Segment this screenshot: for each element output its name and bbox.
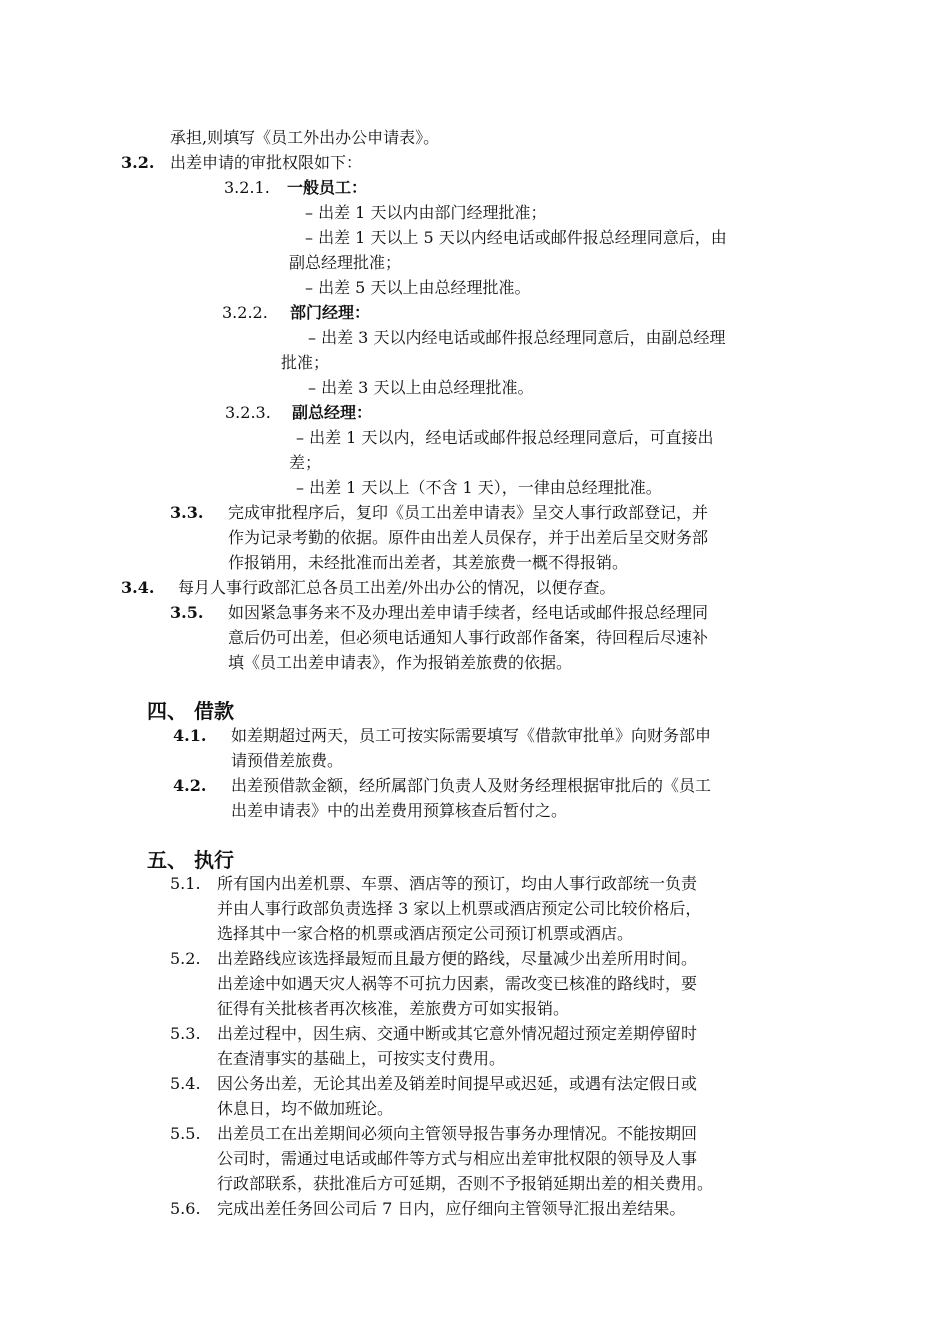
paragraph-line: 出差申请表》中的出差费用预算核查后暂付之。 [231,801,568,820]
paragraph-line: 在查清事实的基础上，可按实支付费用。 [217,1049,506,1068]
paragraph-line: 因公务出差，无论其出差及销差时间提早或迟延，或遇有法定假日或 [217,1074,698,1093]
subitem-title: 副总经理： [292,403,373,422]
paragraph-line: 休息日，均不做加班论。 [217,1099,394,1118]
paragraph-line: 承担,则填写《员工外出办公申请表》。 [170,128,440,147]
paragraph-line: 所有国内出差机票、车票、酒店等的预订，均由人事行政部统一负责 [217,874,698,893]
paragraph-line: 并由人事行政部负责选择 3 家以上机票或酒店预定公司比较价格后， [217,899,702,918]
paragraph-line: – 出差 1 天以内由部门经理批准； [305,203,547,222]
paragraph-line: 意后仍可出差，但必须电话通知人事行政部作备案，待回程后尽速补 [228,628,709,647]
paragraph-line: 完成审批程序后，复印《员工出差申请表》呈交人事行政部登记，并 [228,503,709,522]
item-number: 4.2. [173,776,207,795]
paragraph-line: 差； [289,453,322,472]
subitem-number: 3.2.3. [225,403,271,422]
paragraph-line: 公司时，需通过电话或邮件等方式与相应出差审批权限的领导及人事 [217,1149,698,1168]
paragraph-line: – 出差 1 天以上（不含 1 天），一律由总经理批准。 [296,478,662,497]
section-heading: 四、 借款 [147,699,234,723]
item-number: 3.5. [170,603,204,622]
paragraph-line: 作报销用，未经批准而出差者，其差旅费一概不得报销。 [228,553,629,572]
paragraph-line: – 出差 1 天以上 5 天以内经电话或邮件报总经理同意后，由 [305,228,727,247]
paragraph-line: 请预借差旅费。 [231,751,344,770]
paragraph-line: – 出差 5 天以上由总经理批准。 [305,278,531,297]
paragraph-line: 批准； [281,353,330,372]
item-number: 5.1. [170,874,201,893]
paragraph-line: 征得有关批核者再次核准，差旅费方可如实报销。 [217,999,570,1018]
paragraph-line: 如差期超过两天，员工可按实际需要填写《借款审批单》向财务部申 [231,726,712,745]
paragraph-line: 作为记录考勤的依据。原件由出差人员保存，并于出差后呈交财务部 [228,528,709,547]
subitem-title: 部门经理： [290,303,371,322]
item-title: 出差申请的审批权限如下： [170,153,363,172]
paragraph-line: 填《员工出差申请表》，作为报销差旅费的依据。 [228,653,573,672]
paragraph-line: 出差途中如遇天灾人祸等不可抗力因素，需改变已核准的路线时，要 [217,974,698,993]
paragraph-line: 出差员工在出差期间必须向主管领导报告事务办理情况。不能按期回 [217,1124,698,1143]
subitem-title: 一般员工： [287,178,368,197]
item-number: 4.1. [173,726,207,745]
paragraph-line: 如因紧急事务来不及办理出差申请手续者，经电话或邮件报总经理同 [228,603,709,622]
item-number: 5.3. [170,1024,201,1043]
paragraph-line: – 出差 3 天以上由总经理批准。 [308,378,534,397]
paragraph-line: – 出差 3 天以内经电话或邮件报总经理同意后，由副总经理 [308,328,726,347]
subitem-number: 3.2.1. [224,178,270,197]
item-number: 5.4. [170,1074,201,1093]
paragraph-line: 出差预借款金额，经所属部门负责人及财务经理根据审批后的《员工 [231,776,712,795]
item-number: 5.5. [170,1124,201,1143]
item-number: 3.2. [121,153,155,172]
item-number: 3.4. [121,578,155,597]
paragraph-line: 行政部联系，获批准后方可延期，否则不予报销延期出差的相关费用。 [217,1174,714,1193]
paragraph-line: 选择其中一家合格的机票或酒店预定公司预订机票或酒店。 [217,924,634,943]
paragraph-line: 出差过程中，因生病、交通中断或其它意外情况超过预定差期停留时 [217,1024,698,1043]
paragraph-line: 出差路线应该选择最短而且最方便的路线，尽量减少出差所用时间。 [217,949,698,968]
paragraph-line: – 出差 1 天以内，经电话或邮件报总经理同意后，可直接出 [296,428,714,447]
paragraph-line: 每月人事行政部汇总各员工出差/外出办公的情况，以便存查。 [178,578,616,597]
paragraph-line: 副总经理批准； [289,253,402,272]
paragraph-line: 完成出差任务回公司后 7 日内，应仔细向主管领导汇报出差结果。 [217,1199,686,1218]
item-number: 3.3. [170,503,204,522]
section-heading: 五、 执行 [147,848,234,872]
subitem-number: 3.2.2. [222,303,268,322]
item-number: 5.6. [170,1199,201,1218]
item-number: 5.2. [170,949,201,968]
